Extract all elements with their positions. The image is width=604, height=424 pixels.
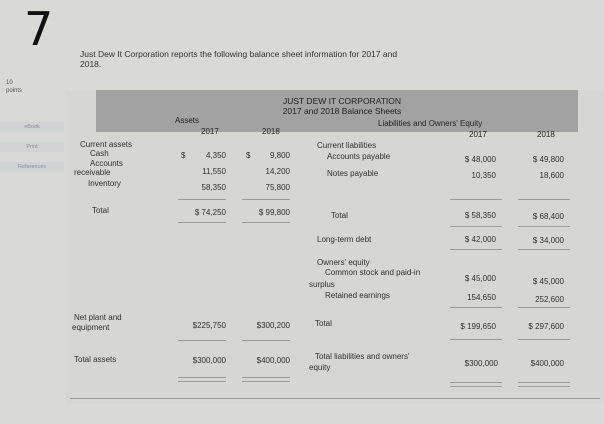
- total-current-assets-2018: $ 99,800: [258, 208, 290, 217]
- accounts-payable-2017: $ 48,000: [464, 155, 496, 164]
- ar-2018: 14,200: [265, 167, 290, 176]
- cash-2018-dollar-sign: $: [246, 151, 251, 160]
- current-liabilities-label: Current liabilities: [317, 141, 377, 150]
- total-assets-label: Total assets: [74, 355, 117, 364]
- total-current-liabilities-2017: $ 58,350: [464, 211, 496, 220]
- rule-ta-2017-b: [178, 381, 226, 382]
- ar-label-line-2: receivable: [74, 168, 111, 177]
- sidebar-item-print[interactable]: Print: [0, 142, 64, 152]
- long-term-debt-2018: $ 34,000: [532, 236, 564, 245]
- rule-total-cl-2017: [450, 226, 502, 227]
- year-2018-liabilities: 2018: [537, 130, 555, 139]
- owners-equity-label: Owners' equity: [317, 258, 370, 267]
- total-current-liabilities-2018: $ 68,400: [532, 212, 564, 221]
- total-current-assets-label: Total: [92, 206, 109, 215]
- net-plant-2018: $300,200: [256, 321, 290, 330]
- common-stock-label-line-2: surplus: [309, 280, 335, 289]
- notes-payable-2018: 18,600: [539, 171, 564, 180]
- sidebar-item-ebook[interactable]: eBook: [0, 122, 64, 132]
- total-liabilities-equity-label-line-1: Total liabilities and owners': [315, 352, 410, 361]
- intro-line-2: 2018.: [80, 59, 102, 69]
- total-owners-equity-2017: $ 199,650: [460, 322, 496, 331]
- total-owners-equity-label: Total: [315, 319, 332, 328]
- common-stock-2017: $ 45,000: [464, 274, 496, 283]
- points-value: 10: [6, 80, 13, 86]
- ar-label-line-1: Accounts: [90, 159, 123, 168]
- net-plant-label-line-2: equipment: [72, 323, 110, 332]
- ar-2017: 11,550: [202, 167, 226, 176]
- accounts-payable-2018: $ 49,800: [532, 155, 564, 164]
- rule-total-ca-2017: [178, 222, 226, 223]
- total-assets-2018: $400,000: [256, 356, 290, 365]
- rule-cl-2017: [450, 199, 502, 200]
- notes-payable-label: Notes payable: [327, 169, 379, 178]
- inventory-2018: 75,800: [265, 183, 290, 192]
- sidebar-item-references[interactable]: References: [0, 162, 64, 172]
- rule-ca-2018: [242, 199, 290, 200]
- rule-ta-2017-a: [178, 377, 226, 378]
- sheet-subtitle: 2017 and 2018 Balance Sheets: [282, 106, 402, 116]
- rule-npe-2018: [242, 340, 290, 341]
- total-liabilities-equity-label-line-2: equity: [309, 363, 331, 372]
- left-sidebar: [0, 74, 64, 424]
- long-term-debt-2017: $ 42,000: [464, 235, 496, 244]
- rule-re-2018: [518, 307, 570, 308]
- notes-payable-2017: 10,350: [471, 171, 496, 180]
- rule-ltd-2017: [450, 249, 502, 250]
- net-plant-label-line-1: Net plant and: [74, 313, 122, 322]
- long-term-debt-label: Long-term debt: [317, 235, 372, 244]
- total-liabilities-equity-2017: $300,000: [464, 359, 498, 368]
- rule-oe-2017: [450, 339, 502, 340]
- cash-dollar-sign: $: [181, 151, 186, 160]
- company-name: JUST DEW IT CORPORATION: [282, 96, 402, 106]
- rule-ltd-2018: [518, 249, 570, 250]
- question-intro: [80, 49, 397, 69]
- total-liabilities-equity-2018: $400,000: [530, 359, 564, 368]
- common-stock-2018: $ 45,000: [532, 277, 564, 286]
- total-assets-2017: $300,000: [192, 356, 226, 365]
- retained-earnings-2017: 154,650: [467, 293, 496, 302]
- rule-ta-2018-a: [242, 377, 290, 378]
- liabilities-header: Liabilities and Owners' Equity: [378, 119, 483, 128]
- rule-re-2017: [450, 307, 502, 308]
- rule-ca-2017: [178, 199, 226, 200]
- total-current-liabilities-label: Total: [331, 211, 348, 220]
- total-current-assets-2017: $ 74,250: [194, 208, 226, 217]
- year-2018-assets: 2018: [262, 127, 280, 136]
- common-stock-label-line-1: Common stock and paid-in: [325, 268, 421, 277]
- rule-cl-2018: [518, 199, 570, 200]
- cash-label: Cash: [90, 149, 109, 158]
- inventory-2017: 58,350: [201, 183, 226, 192]
- year-2017-liabilities: 2017: [469, 130, 487, 139]
- sheet-bottom-border: [70, 398, 600, 399]
- question-number: 7: [24, 2, 54, 56]
- net-plant-2017: $225,750: [192, 321, 226, 330]
- accounts-payable-label: Accounts payable: [327, 152, 391, 161]
- rule-npe-2017: [178, 340, 226, 341]
- retained-earnings-2018: 252,600: [535, 295, 564, 304]
- retained-earnings-label: Retained earnings: [325, 291, 390, 300]
- inventory-label: Inventory: [88, 179, 121, 188]
- intro-line-1: Just Dew It Corporation reports the following balance sheet information for 2017 and: [80, 49, 398, 59]
- rule-total-cl-2018: [518, 226, 570, 227]
- assets-header: Assets: [175, 116, 200, 125]
- rule-oe-2018: [518, 339, 570, 340]
- rule-total-ca-2018: [242, 222, 290, 223]
- rule-ta-2018-b: [242, 381, 290, 382]
- current-assets-label: Current assets: [80, 140, 133, 149]
- rule-tle-2018-a: [518, 382, 570, 383]
- rule-tle-2017-a: [450, 382, 502, 383]
- rule-tle-2017-b: [450, 386, 502, 387]
- cash-2018: 9,800: [269, 151, 290, 160]
- total-owners-equity-2018: $ 297,600: [528, 322, 564, 331]
- cash-2017: 4,350: [205, 151, 226, 160]
- points-label: points: [6, 88, 23, 94]
- year-2017-assets: 2017: [201, 127, 219, 136]
- rule-tle-2018-b: [518, 386, 570, 387]
